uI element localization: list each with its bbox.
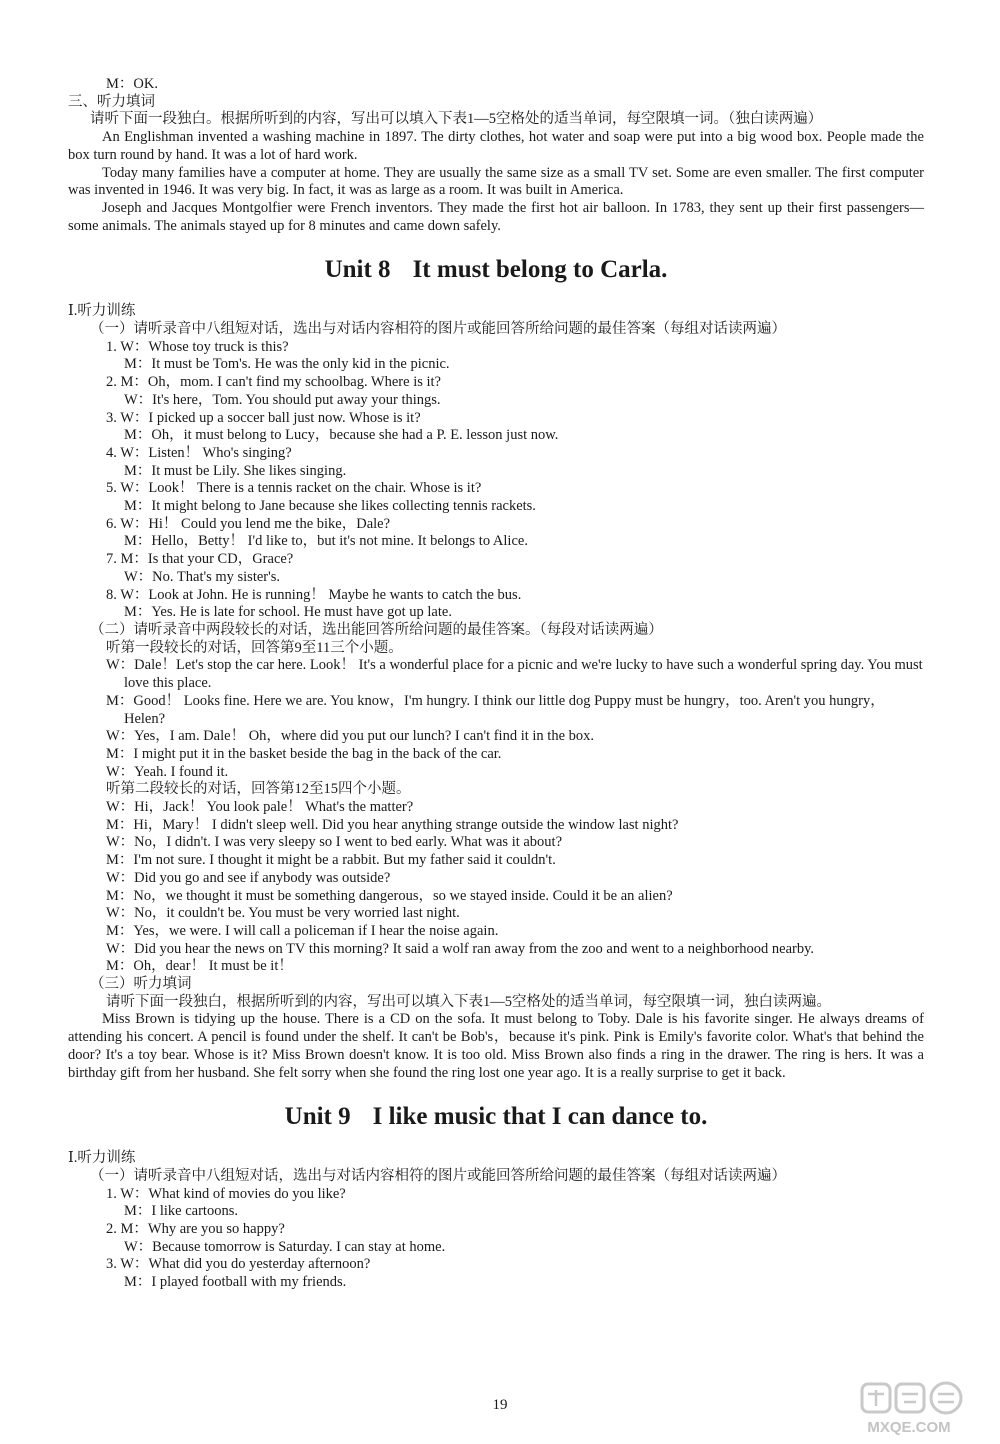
dialog-line: M：Hi，Mary！ I didn't sleep well. Did you hear anything strange outside the window last night? [106, 816, 679, 833]
dialog-line: M：I might put it in the basket beside the bag in the back of the car. [106, 745, 502, 762]
dialog-line: W：It's here，Tom. You should put away your things. [124, 391, 441, 408]
monologue-paragraph: Miss Brown is tidying up the house. There is a CD on the sofa. It must belong to Toby. Dale is his favorite singer. He always dreams of attending his concert. A pencil is found under the shelf. It can't be Bob's，because it's pink. Pink is Emily's favorite color. What's that behind the door? It's a toy bear. Whose is it? Miss Brown doesn't know. It is too old. Miss Brown also finds a ring in the drawer. The ring is hers. It was a birthday gift from her husband. She felt sorry when she found the ring lost one year ago. It is a really surprise to get it back. [68, 1011, 924, 1081]
dialog-line: W：No. That's my sister's. [124, 568, 280, 585]
watermark-text: MXQE.COM [867, 1419, 951, 1436]
dialog-line: W：Because tomorrow is Saturday. I can stay at home. [124, 1238, 446, 1255]
dialog-line: W：Hi，Jack！ You look pale！ What's the matter? [106, 799, 414, 816]
dialog-line: 1. W：What kind of movies do you like? [106, 1185, 346, 1202]
dialog-line: M：I like cartoons. [124, 1203, 238, 1220]
dialog-line: 7. M：Is that your CD，Grace? [106, 551, 294, 568]
watermark-logo [834, 1380, 984, 1436]
part-heading: （一）请听录音中八组短对话，选出与对话内容相符的图片或能回答所给问题的最佳答案（每组对话读两遍） [90, 321, 786, 338]
dialog-line: M：I played football with my friends. [124, 1274, 347, 1291]
unit-number: Unit 9 [284, 1103, 351, 1131]
dialog-line: M：No，we thought it must be something dangerous，so we stayed inside. Could it be an alien? [106, 887, 673, 904]
dialog-line: M：It must be Tom's. He was the only kid in the picnic. [124, 356, 450, 373]
dialog-line: W：Did you go and see if anybody was outside? [106, 869, 391, 886]
sub-instruction: 听第二段较长的对话，回答第12至15四个小题。 [106, 781, 411, 798]
dialog-line: W：No，it couldn't be. You must be very worried last night. [106, 905, 460, 922]
dialog-line: 5. W：Look！ There is a tennis racket on the chair. Whose is it? [106, 480, 482, 497]
watermark-graphic [834, 1380, 984, 1436]
dialog-line: M：It might belong to Jane because she likes collecting tennis rackets. [124, 498, 536, 515]
dialog-line: 2. M：Why are you so happy? [106, 1221, 285, 1238]
monologue-paragraph: Joseph and Jacques Montgolfier were French inventors. They made the first hot air balloon. In 1783, they sent up their first passengers—some animals. The animals stayed up for 8 minutes and came down safely. [68, 199, 924, 234]
part-heading: （二）请听录音中两段较长的对话，选出能回答所给问题的最佳答案。（每段对话读两遍） [90, 621, 663, 638]
dialog-line: W：No，I didn't. I was very sleepy so I went to bed early. What was it about? [106, 834, 563, 851]
dialog-line: M：Hello，Betty！ I'd like to，but it's not mine. It belongs to Alice. [124, 533, 528, 550]
dialog-line: W：Did you hear the news on TV this morning? It said a wolf ran away from the zoo and went to a neighborhood nearby. [106, 940, 815, 957]
unit-8-title [68, 255, 924, 285]
section-heading: Ⅰ.听力训练 [68, 303, 136, 320]
dialog-line: W：Dale！Let's stop the car here. Look！ It's a wonderful place for a picnic and we're lucky to have such a wonderful spring day. You must love this place. [106, 657, 923, 692]
dialog-line: 3. W：What did you do yesterday afternoon? [106, 1256, 371, 1273]
instruction-text: 请听下面一段独白。根据所听到的内容，写出可以填入下表1—5空格处的适当单词，每空限填一词。（独白读两遍） [90, 111, 823, 128]
dialog-line: M：Yes. He is late for school. He must have got up late. [124, 604, 452, 621]
unit-9-title [68, 1102, 924, 1132]
dialog-line: 3. W：I picked up a soccer ball just now. Whose is it? [106, 409, 421, 426]
part-heading: （三）听力填词 [90, 976, 192, 993]
unit-title-text: It must belong to Carla. [412, 256, 668, 284]
dialog-line: M：Oh，it must belong to Lucy，because she had a P. E. lesson just now. [124, 427, 559, 444]
dialog-line: 1. W：Whose toy truck is this? [106, 338, 289, 355]
page-number: 19 [492, 1397, 508, 1413]
monologue-paragraph: Today many families have a computer at home. They are usually the same size as a small TV set. Some are even smaller. The first computer was invented in 1946. It was very big. In fact, it was as large as a room. It was built in America. [68, 164, 924, 199]
dialog-line: M：I'm not sure. I thought it might be a rabbit. But my father said it couldn't. [106, 852, 556, 869]
section-heading: Ⅰ.听力训练 [68, 1150, 136, 1167]
dialog-line: W：Yeah. I found it. [106, 763, 229, 780]
section-heading: 三、听力填词 [68, 93, 155, 110]
dialog-line: 6. W：Hi！ Could you lend me the bike，Dale? [106, 515, 391, 532]
dialog-line: M：It must be Lily. She likes singing. [124, 462, 347, 479]
dialog-line: 4. W：Listen！ Who's singing? [106, 444, 292, 461]
monologue-paragraph: An Englishman invented a washing machine in 1897. The dirty clothes, hot water and soap were put into a big wood box. People made the box turn round by hand. It was a lot of hard work. [68, 129, 924, 163]
sub-instruction: 听第一段较长的对话，回答第9至11三个小题。 [106, 639, 403, 656]
dialog-line: 2. M：Oh，mom. I can't find my schoolbag. Where is it? [106, 374, 441, 391]
unit-title-text: I like music that I can dance to. [372, 1103, 708, 1131]
dialog-line: M：Oh，dear！ It must be it！ [106, 958, 293, 975]
dialog-line: M：OK. [106, 76, 158, 92]
document-page [68, 76, 924, 1292]
dialog-line: M：Yes，we were. I will call a policeman if I hear the noise again. [106, 922, 499, 939]
part-heading: （一）请听录音中八组短对话，选出与对话内容相符的图片或能回答所给问题的最佳答案（每组对话读两遍） [90, 1167, 786, 1184]
dialog-line: W：Yes，I am. Dale！ Oh，where did you put our lunch? I can't find it in the box. [106, 728, 595, 745]
instruction-text: 请听下面一段独白，根据所听到的内容，写出可以填入下表1—5空格处的适当单词，每空限填一词，独白读两遍。 [106, 993, 831, 1010]
dialog-line: 8. W：Look at John. He is running！ Maybe he wants to catch the bus. [106, 586, 522, 603]
unit-number: Unit 8 [324, 256, 391, 284]
dialog-line: M：Good！ Looks fine. Here we are. You know，I'm hungry. I think our little dog Puppy must be hungry，too. Aren't you hungry，Helen? [106, 692, 885, 727]
